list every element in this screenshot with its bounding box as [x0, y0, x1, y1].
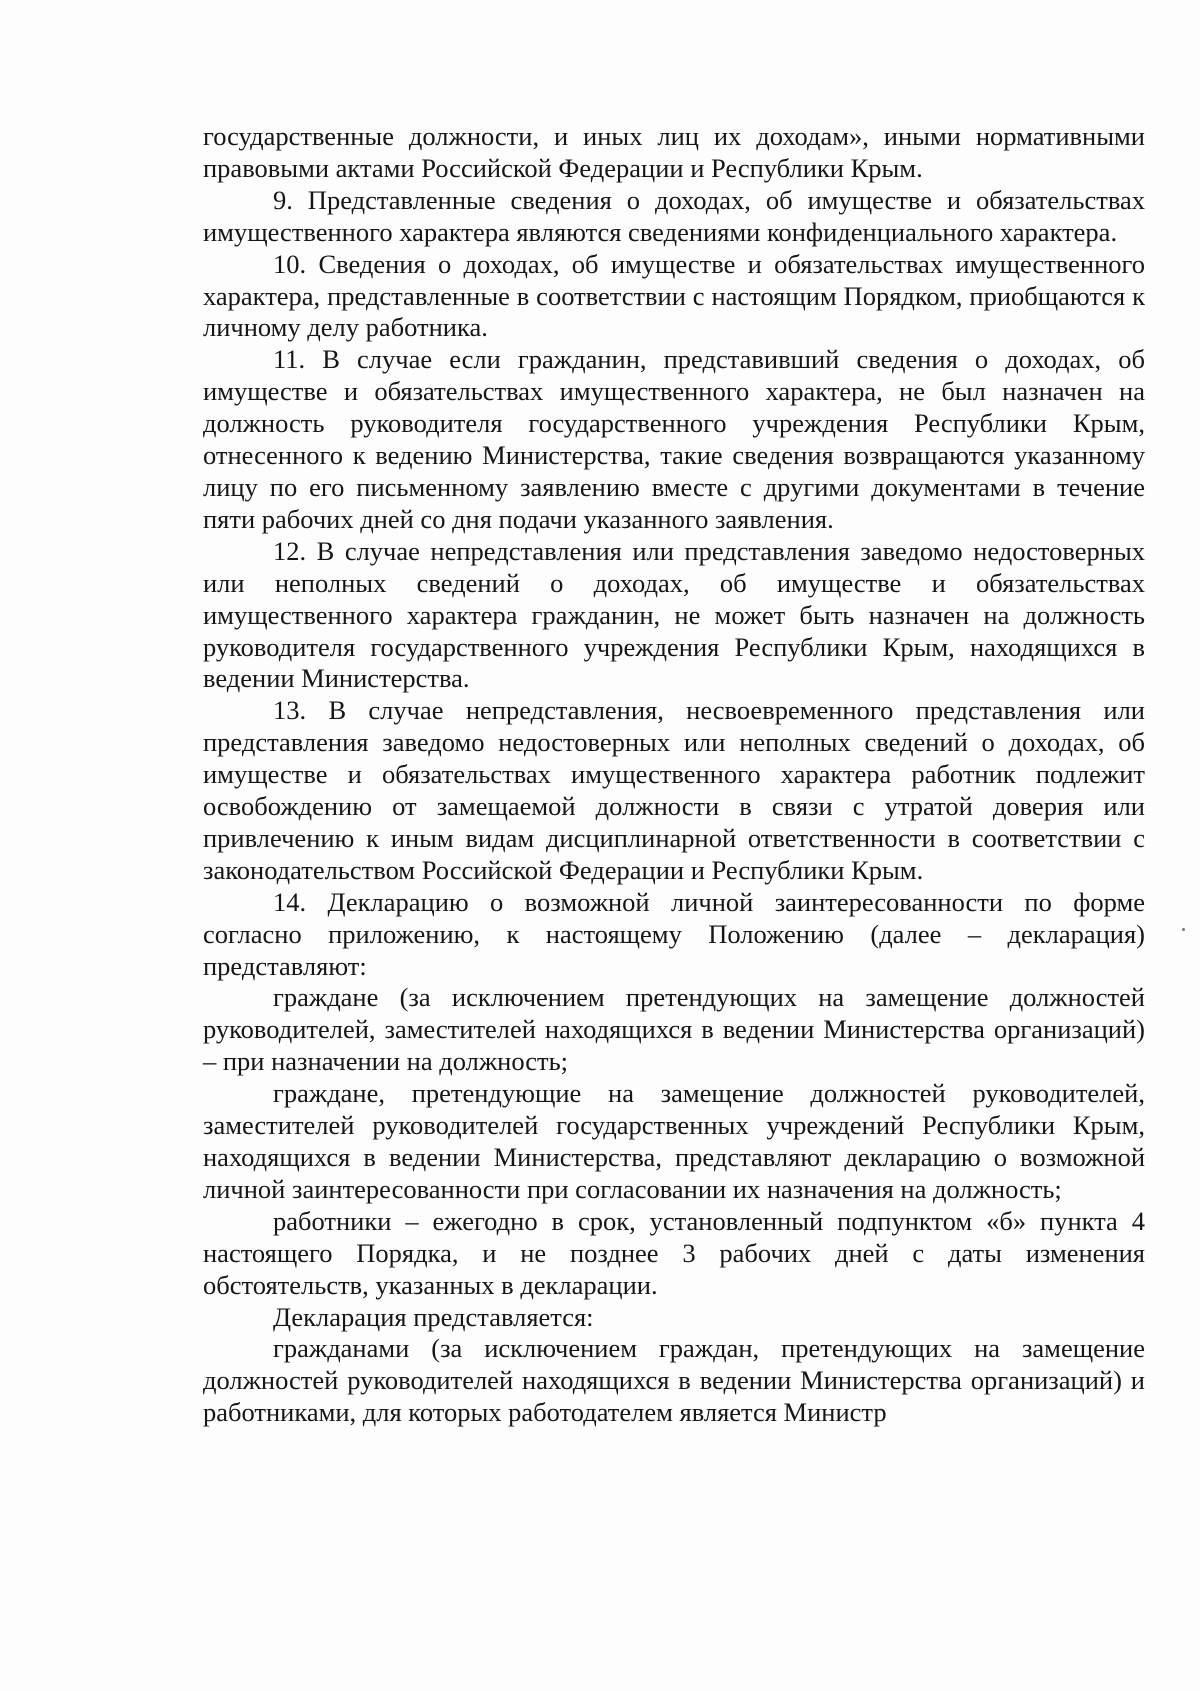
paragraph-continuation: государственные должности, и иных лиц их доходам», иными нормативными правовыми актами Российской Федерации и Республики Крым. [203, 121, 1145, 183]
scan-speck [1182, 928, 1185, 931]
paragraph-submitted-by: гражданами (за исключением граждан, претендующих на замещение должностей руководителей находящихся в ведении Министерства организаций) и работниками, для которых работодателем является Министр [203, 1333, 1145, 1428]
paragraph-candidates: граждане, претендующие на замещение должностей руководителей, заместителей руководителей государственных учреждений Республики Крым, находящихся в ведении Министерства, представляют декларацию о возможной личной заинтересованности при согласовании их назначения на должность; [203, 1078, 1145, 1204]
document-body [203, 121, 1145, 1429]
paragraph-item-14: 14. Декларацию о возможной личной заинтересованности по форме согласно приложению, к настоящему Положению (далее – декларация) представляют: [203, 886, 1145, 981]
paragraph-citizens: граждане (за исключением претендующих на замещение должностей руководителей, заместителей находящихся в ведении Министерства организаций) – при назначении на должность; [203, 982, 1145, 1077]
paragraph-item-9: 9. Представленные сведения о доходах, об имуществе и обязательствах имущественного характера являются сведениями конфиденциального характера. [203, 184, 1145, 247]
paragraph-item-12: 12. В случае непредставления или представления заведомо недостоверных или неполных сведений о доходах, об имуществе и обязательствах имущественного характера гражданин, не может быть назначен на должность руководителя государственного учреждения Республики Крым, находящихся в ведении Министерства. [203, 535, 1145, 694]
paragraph-item-10: 10. Сведения о доходах, об имуществе и обязательствах имущественного характера, представленные в соответствии с настоящим Порядком, приобщаются к личному делу работника. [203, 248, 1145, 343]
paragraph-declaration-submitted: Декларация представляется: [273, 1301, 594, 1332]
paragraph-item-11: 11. В случае если гражданин, представивший сведения о доходах, об имуществе и обязательствах имущественного характера, не был назначен на должность руководителя государственного учреждения Республики Крым, отнесенного к ведению Министерства, такие сведения возвращаются указанному лицу по его письменному заявлению вместе с другими документами в течение пяти рабочих дней со дня подачи указанного заявления. [203, 344, 1145, 534]
paragraph-employees: работники – ежегодно в срок, установленный подпунктом «б» пункта 4 настоящего Порядка, и не позднее 3 рабочих дней с даты изменения обстоятельств, указанных в декларации. [203, 1205, 1145, 1300]
paragraph-item-13: 13. В случае непредставления, несвоевременного представления или представления заведомо недостоверных или неполных сведений о доходах, об имуществе и обязательствах имущественного характера работник подлежит освобождению от замещаемой должности в связи с утратой доверия или привлечению к иным видам дисциплинарной ответственности в соответствии с законодательством Российской Федерации и Республики Крым. [203, 695, 1145, 885]
